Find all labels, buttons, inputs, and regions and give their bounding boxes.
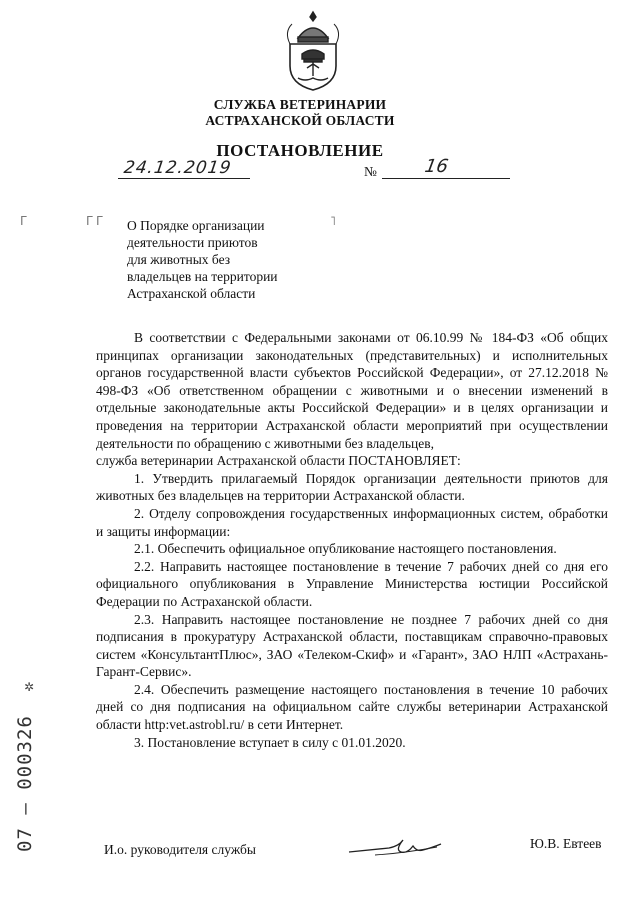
corner-mark-right: ˥ [330, 214, 336, 228]
document-number: 16 [423, 156, 450, 177]
subject-line: для животных без [127, 252, 231, 267]
org-line-1: СЛУЖБА ВЕТЕРИНАРИИ [213, 97, 387, 112]
org-line-2: АСТРАХАНСКОЙ ОБЛАСТИ [205, 113, 395, 128]
decree-line: служба ветеринарии Астраханской области ПОСТАНОВЛЯЕТ: [96, 453, 461, 469]
date-underline [118, 178, 250, 179]
handwritten-signature [345, 828, 445, 864]
scan-mark-icon: ✲ [24, 680, 35, 694]
number-underline [382, 178, 510, 179]
item-3-paragraph: 3. Постановление вступает в силу с 01.01.2020. [134, 734, 406, 750]
corner-mark-left: Г [20, 214, 28, 228]
subject-line: О Порядке организации [127, 218, 265, 233]
signer-name: Ю.В. Евтеев [530, 836, 602, 851]
subject-line: деятельности приютов [127, 235, 258, 250]
organization-name [150, 97, 450, 129]
item-2-2-paragraph: 2.2. Направить настоящее постановление в течение 7 рабочих дней со дня его официального опубликования в Управление Министерства юстиции Российской Федерации по Астраханской области. [96, 558, 608, 609]
number-label: № [364, 164, 377, 179]
subject-line: Астраханской области [127, 286, 256, 301]
corner-mark-mid: Г [86, 214, 94, 228]
registration-stamp: 07 – 000326 [14, 715, 36, 852]
item-2-paragraph: 2. Отделу сопровождения государственных информационных систем, обработки и защиты информации: [96, 505, 608, 539]
item-2-4-paragraph: 2.4. Обеспечить размещение настоящего постановления в течение 10 рабочих дней со дня подписания на официальном сайте службы ветеринарии Астраханской области http:vet.astrobl.ru/ в сети Интернет. [96, 681, 608, 733]
signer-title: И.о. руководителя службы [104, 842, 256, 857]
item-1-paragraph: 1. Утвердить прилагаемый Порядок организации деятельности приютов для животных без владельцев на территории Астраханской области. [96, 470, 608, 504]
item-2-3-paragraph: 2.3. Направить настоящее постановление не позднее 7 рабочих дней со дня подписания в прокуратуру Астраханской области, поставщикам справочно-правовых систем «КонсультантПлюс», ЗАО «Телеком-Скиф» и «Гарант», ЗАО НЛП «Астрахань-Гарант-Сервис». [96, 611, 608, 680]
subject-line: владельцев на территории [127, 269, 278, 284]
corner-mark-mid2: Г [96, 214, 104, 228]
document-body [96, 329, 608, 751]
preamble-paragraph: В соответствии с Федеральными законами от 06.10.99 № 184-ФЗ «Об общих принципах организации законодательных (представительных) и исполнительных органов государственной власти субъектов Российской Федерации», от 27.12.2018 № 498-ФЗ «Об ответственном обращении с животными и о внесении изменений в отдельные законодательные акты Российской Федерации» и в целях организации и проведения на территории Астраханской области мероприятий при осуществлении деятельности по обращению с животными без владельцев, [96, 330, 608, 451]
document-date: 24.12.2019 [122, 158, 233, 178]
document-type-title: ПОСТАНОВЛЕНИЕ [216, 141, 384, 160]
item-2-1-paragraph: 2.1. Обеспечить официальное опубликование настоящего постановления. [134, 541, 557, 557]
document-subject [127, 217, 327, 302]
astrakhan-coat-of-arms-icon [280, 8, 346, 94]
